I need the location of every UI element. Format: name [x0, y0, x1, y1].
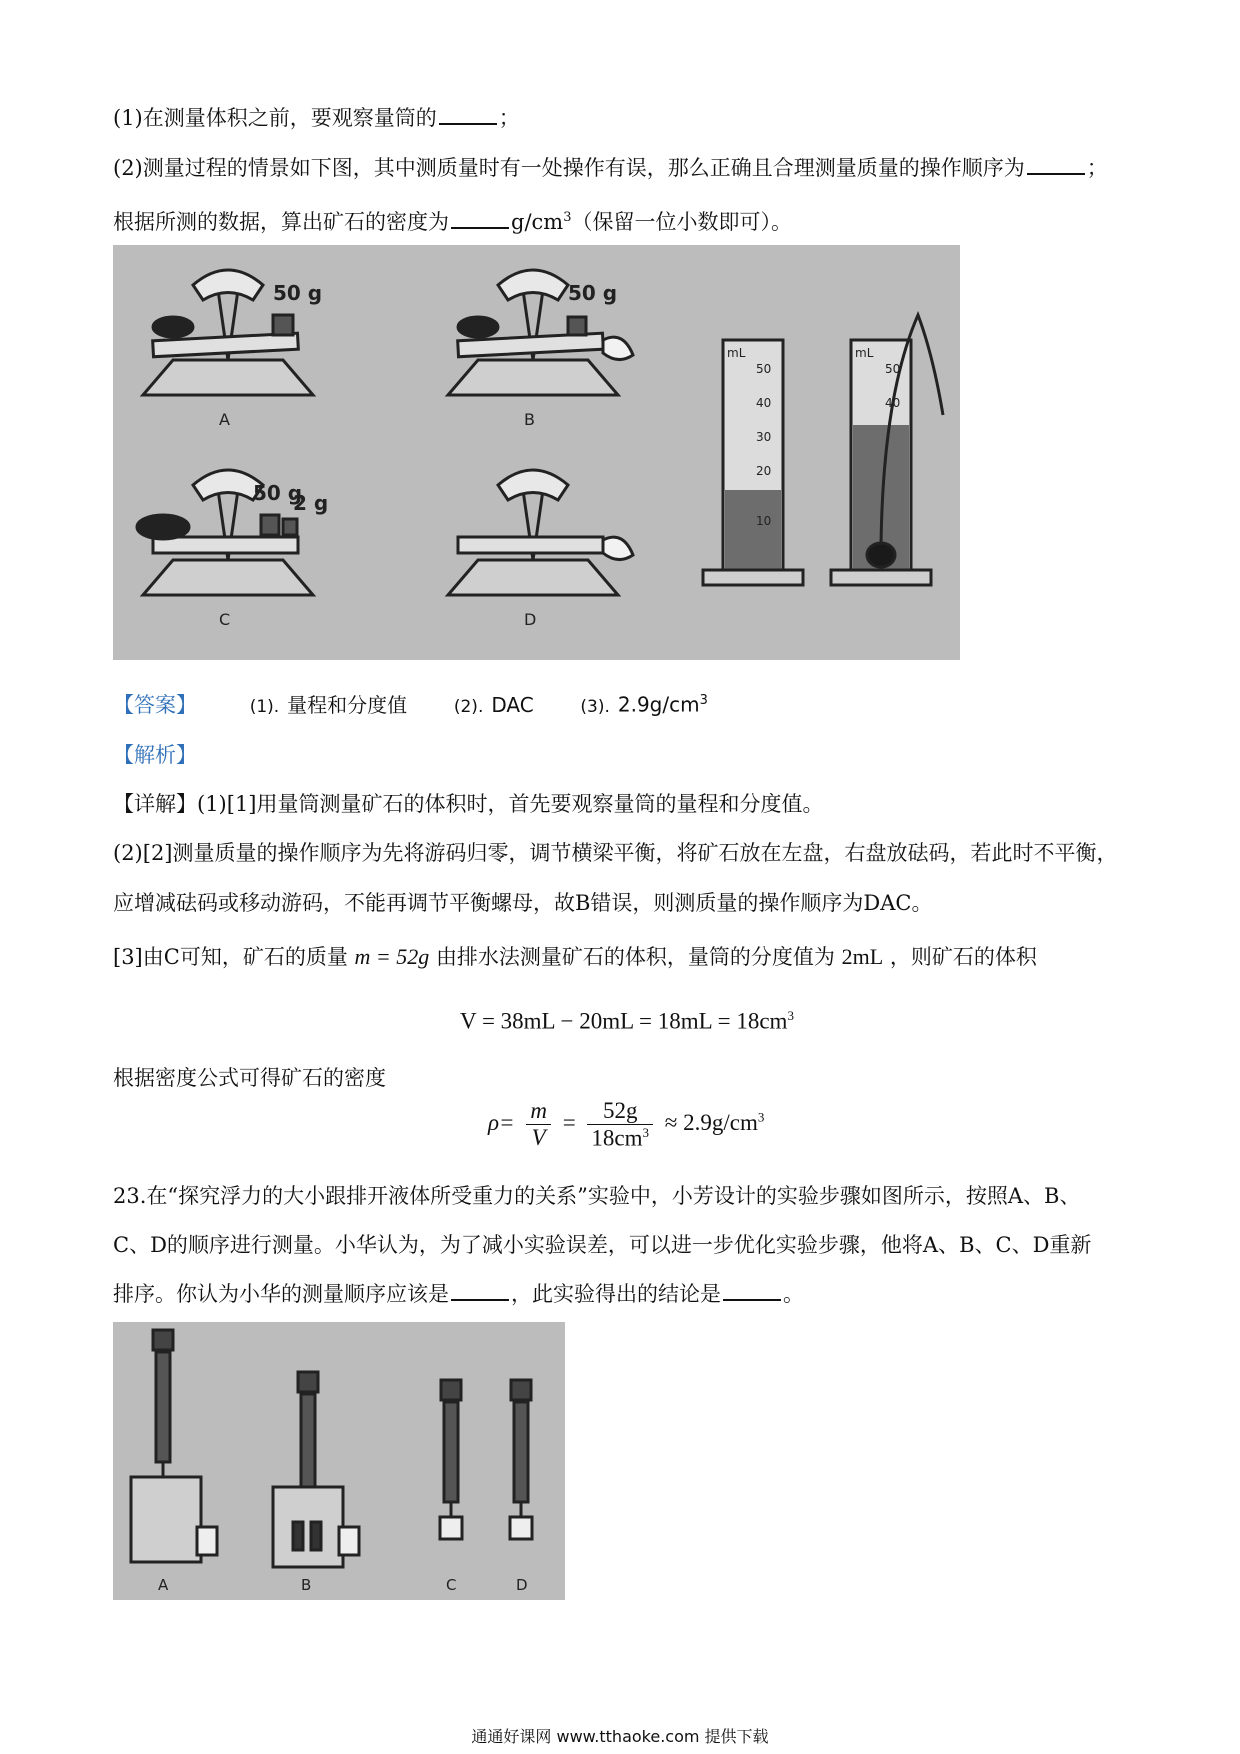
density-unit: g/cm: [511, 210, 564, 234]
cylinder1-tick-40: 40: [756, 396, 772, 410]
density-result: ≈ 2.9g/cm: [664, 1110, 758, 1136]
analysis-detail-5: 根据密度公式可得矿石的密度: [113, 1066, 386, 1090]
scale-b: [273, 1372, 359, 1567]
figure2-label-c: C: [446, 1576, 457, 1594]
weight-label-b: 50 g: [568, 281, 618, 305]
equals-sign: =: [562, 1110, 576, 1136]
figure2-label-a: A: [158, 1576, 169, 1594]
fraction-numerator-value: 52g: [587, 1098, 653, 1125]
den-sup: 3: [642, 1125, 650, 1140]
density-result-sup: 3: [757, 1109, 765, 1125]
q23-line-2: C、D的顺序进行测量。小华认为，为了减小实验误差，可以进一步优化实验步骤，他将A、B、C、D重新: [113, 1233, 1092, 1257]
density-equation: [488, 1098, 764, 1152]
page-footer: 通通好课网 www.tthaoke.com 提供下载: [471, 1727, 769, 1746]
scale-a: [131, 1330, 217, 1562]
q22-part3-end: （保留一位小数即可）。: [571, 210, 792, 234]
answer-blank: [451, 209, 509, 229]
answer-text: 量程和分度值: [287, 692, 408, 717]
density-unit-sup: 3: [563, 210, 572, 225]
analysis-d4-c: ，则矿石的体积: [889, 945, 1037, 969]
analysis-detail-1: 【详解】(1)[1]用量筒测量矿石的体积时，首先要观察量筒的量程和分度值。: [113, 792, 824, 816]
figure-label-d: D: [524, 610, 537, 629]
cylinder-1: [703, 340, 803, 585]
analysis-detail-4: [113, 942, 1037, 972]
volume-equation: [460, 1008, 794, 1035]
q23-line-3: [113, 1279, 804, 1309]
weight-label-c1: 50 g: [253, 481, 303, 505]
answer-sup: 3: [699, 693, 708, 708]
analysis-d4-a: [3]由C可知，矿石的质量: [113, 945, 348, 969]
balance-d: [448, 470, 633, 595]
answer-text: 2.9g/cm: [617, 692, 700, 717]
buoyancy-svg: [113, 1322, 565, 1600]
analysis-detail-3: 应增减砝码或移动游码，不能再调节平衡螺母，故B错误，则测质量的操作顺序为DAC。: [113, 891, 933, 915]
rho-symbol: ρ=: [488, 1110, 515, 1136]
volume-equation-text: V = 38mL − 20mL = 18mL = 18cm: [460, 1008, 788, 1034]
mass-expression: m = 52g: [354, 944, 430, 969]
den-text: 18cm: [591, 1125, 643, 1151]
m-over-v: [526, 1098, 551, 1151]
q22-part3: [113, 203, 792, 237]
figure2-label-d: D: [516, 1576, 528, 1594]
value-fraction: [587, 1098, 653, 1152]
cylinder2-unit: mL: [855, 346, 874, 360]
volume-equation-sup: 3: [787, 1008, 794, 1023]
answer-blank: [723, 1281, 781, 1301]
scale-d: [510, 1380, 532, 1539]
cylinder2-tick-40: 40: [885, 396, 901, 410]
fraction-denominator-v: V: [531, 1125, 546, 1151]
answer-row: [113, 686, 748, 722]
answer-text: DAC: [491, 692, 534, 717]
cylinder-2: [831, 315, 943, 585]
q22-part2: [113, 153, 1108, 183]
cylinder1-tick-30: 30: [756, 430, 772, 444]
q22-part1: [113, 103, 520, 133]
cylinder2-tick-50: 50: [885, 362, 901, 376]
answer-item-1: [250, 690, 407, 722]
answer-blank: [451, 1281, 509, 1301]
weight-label-c2: 2 g: [293, 491, 329, 515]
weight-label-a: 50 g: [273, 281, 323, 305]
q22-part1-end: ；: [498, 106, 520, 130]
division-value: 2mL: [841, 944, 884, 969]
analysis-d4-b: 由排水法测量矿石的体积，量筒的分度值为: [435, 945, 835, 969]
analysis-tag-text: 【解析】: [113, 743, 197, 767]
answer-tag: 【答案】: [113, 692, 197, 717]
q22-part2-text: (2)测量过程的情景如下图，其中测质量时有一处操作有误，那么正确且合理测量质量的操作顺序为: [113, 156, 1025, 180]
cylinder1-tick-20: 20: [756, 464, 772, 478]
balance-cylinder-figure: [113, 245, 960, 660]
analysis-detail-2: (2)[2]测量质量的操作顺序为先将游码归零，调节横梁平衡，将矿石放在左盘，右盘放砝码，若此时不平衡，: [113, 841, 1118, 865]
answer-blank: [439, 105, 497, 125]
cylinder1-tick-50: 50: [756, 362, 772, 376]
fraction-numerator-m: m: [526, 1098, 551, 1125]
answer-num: (1).: [249, 696, 280, 717]
balance-cylinder-svg: [113, 245, 960, 660]
q23-line-1: 23.在“探究浮力的大小跟排开液体所受重力的关系”实验中，小芳设计的实验步骤如图所示，按照A、B、: [113, 1184, 1081, 1208]
figure-label-a: A: [219, 410, 230, 429]
cylinder1-unit: mL: [727, 346, 746, 360]
answer-num: (3).: [580, 696, 610, 717]
cylinder1-tick-10: 10: [756, 514, 772, 528]
scale-c: [440, 1380, 462, 1539]
buoyancy-figure: [113, 1322, 565, 1600]
figure2-label-b: B: [301, 1576, 312, 1594]
q22-part2-end: ；: [1086, 156, 1108, 180]
answer-num: (2).: [453, 696, 484, 717]
answer-item-2: [454, 690, 534, 722]
q23-line3-b: ，此实验得出的结论是: [511, 1282, 721, 1306]
q23-line3-c: 。: [783, 1282, 804, 1306]
figure-label-b: B: [524, 410, 535, 429]
fraction-denominator-value: [587, 1125, 653, 1152]
q22-part3-text: 根据所测的数据，算出矿石的密度为: [113, 210, 449, 234]
answer-blank: [1027, 155, 1085, 175]
analysis-tag: [113, 740, 197, 770]
q23-line3-a: 排序。你认为小华的测量顺序应该是: [113, 1282, 449, 1306]
answer-item-3: [580, 686, 707, 722]
figure-label-c: C: [219, 610, 231, 629]
q22-part1-text: (1)在测量体积之前，要观察量筒的: [113, 106, 437, 130]
